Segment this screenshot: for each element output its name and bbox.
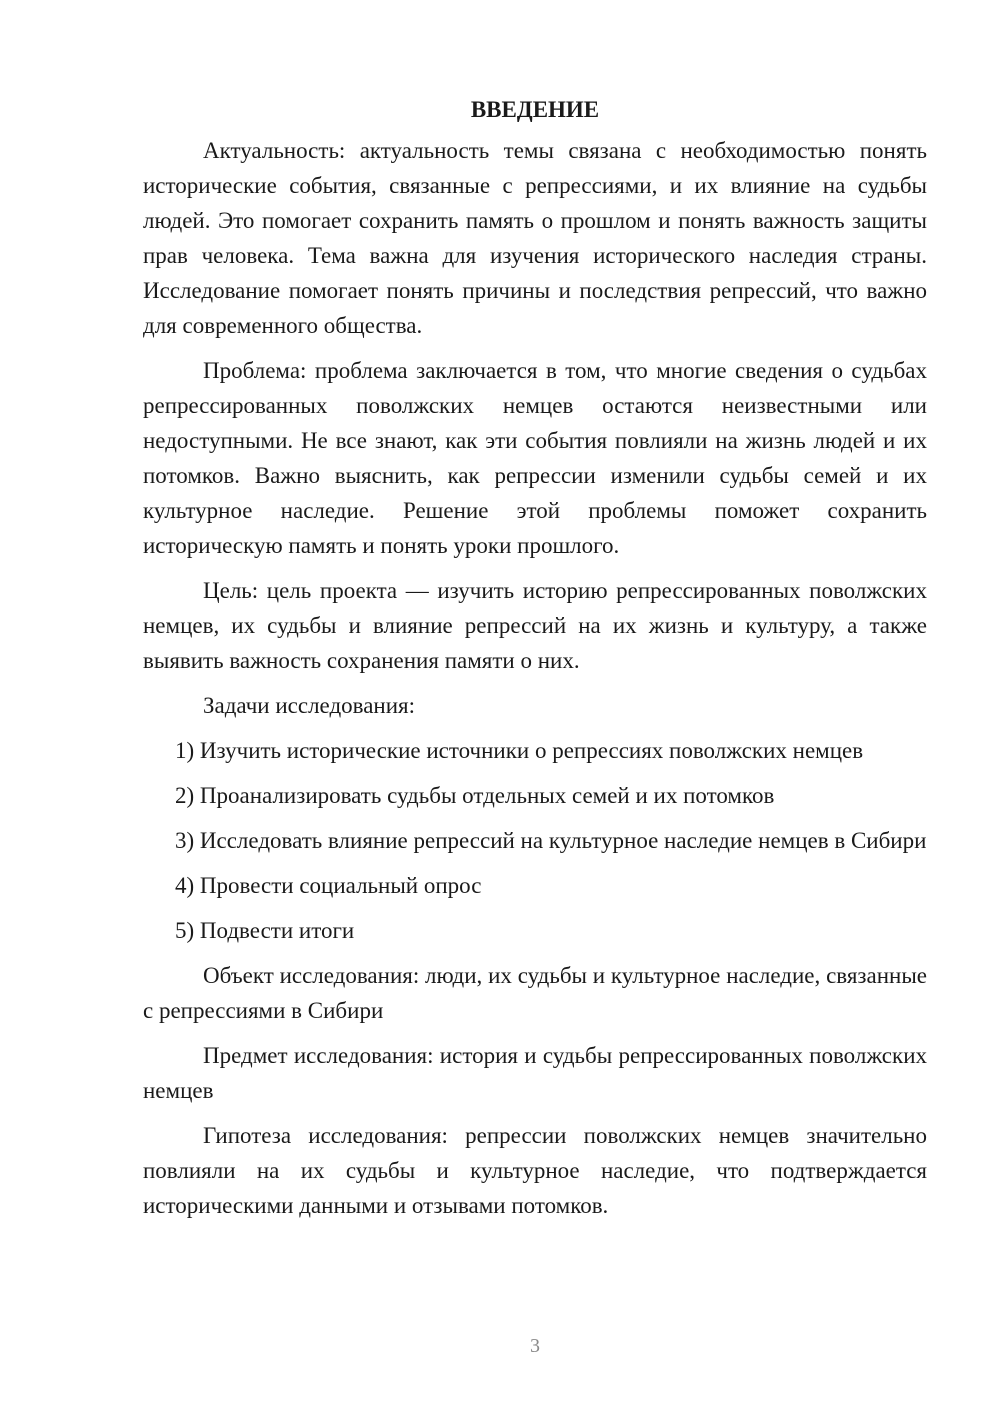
section-title: ВВЕДЕНИЕ: [470, 97, 600, 122]
task-item-3: 3) Исследовать влияние репрессий на культурное наследие немцев в Сибири: [175, 828, 927, 853]
task-item-2: 2) Проанализировать судьбы отдельных семей и их потомков: [175, 783, 775, 808]
tasks-heading: Задачи исследования:: [203, 693, 416, 718]
task-item-5: 5) Подвести итоги: [175, 918, 355, 943]
page-content: [143, 92, 927, 1233]
task-item-4: 4) Провести социальный опрос: [175, 873, 482, 898]
paragraph-hypothesis: Гипотеза исследования: репрессии поволжских немцев значительно повлияли на их судьбы и культурное наследие, что подтверждается историческими данными и отзывами потомков.: [143, 1123, 927, 1218]
paragraph-relevance: Актуальность: актуальность темы связана с необходимостью понять исторические события, связанные с репрессиями, и их влияние на судьбы людей. Это помогает сохранить память о прошлом и понять важность защиты прав человека. Тема важна для изучения исторического наследия страны. Исследование помогает понять причины и последствия репрессий, что важно для современного общества.: [143, 138, 927, 338]
paragraph-problem: Проблема: проблема заключается в том, что многие сведения о судьбах репрессированных поволжских немцев остаются неизвестными или недоступными. Не все знают, как эти события повлияли на жизнь людей и их потомков. Важно выяснить, как репрессии изменили судьбы семей и их культурное наследие. Решение этой проблемы поможет сохранить историческую память и понять уроки прошлого.: [143, 358, 927, 558]
paragraph-goal: Цель: цель проекта — изучить историю репрессированных поволжских немцев, их судьбы и влияние репрессий на их жизнь и культуру, а также выявить важность сохранения памяти о них.: [143, 578, 927, 673]
task-item-1: 1) Изучить исторические источники о репрессиях поволжских немцев: [175, 738, 864, 763]
page-number: 3: [530, 1335, 540, 1357]
paragraph-object: Объект исследования: люди, их судьбы и культурное наследие, связанные с репрессиями в Сибири: [143, 963, 927, 1023]
paragraph-subject: Предмет исследования: история и судьбы репрессированных поволжских немцев: [143, 1043, 927, 1103]
